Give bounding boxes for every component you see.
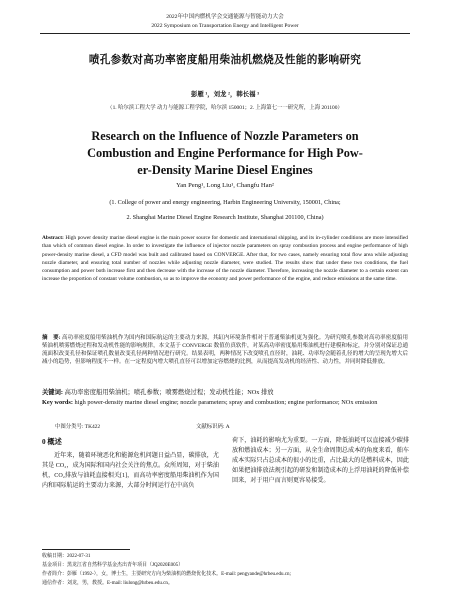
en-keywords: [42, 399, 408, 407]
footnote-received: 收稿日期：2022-07-31: [42, 554, 91, 559]
cn-keywords-text: 高功率密度船用柴油机；喷孔参数；喷雾燃烧过程；发动机性能；NOx 排放: [64, 389, 274, 396]
en-authors: Yan Peng¹, Long Liu¹, Changfu Han²: [176, 182, 274, 189]
abstract-text: High power density marine diesel engine is the main power source for domestic and international shipping, and its in-cylinder conditions are more intensified than which of common diesel engine. In order to investigate the influence of injector nozzle parameters on spray combustion process and engine performance of high power-density marine diesel, a CFD model was built and calibrated based on CONVERGE. After that, for two cases, namely ensuring total flow area while adjusting nozzle diameter, and ensuring total number of nozzles while adjusting nozzle diameter, were studied. The results show that under these two conditions, the fuel consumption and power both increase first and then decrease with the increase of the nozzle diameter. Therefore, increasing the nozzle diameter to a certain extent can increase the proportion of constant volume combustion, so as to improve the economy and power performance of the engine, and reduce emissions at the same time.: [42, 235, 408, 283]
en-keywords-label: Key words:: [42, 399, 73, 406]
en-affiliation-1: (1. College of power and energy engineering, Harbin Engineering University, 150001, China;: [109, 199, 341, 206]
cn-abstract-label: 摘 要:: [42, 335, 61, 341]
footnote-rule: [42, 549, 130, 550]
en-affiliation-2: 2. Shanghai Marine Diesel Engine Research Institute, Shanghai 201100, China): [126, 214, 324, 221]
en-keywords-text: high power-density marine diesel engine; nozzle parameters; spray and combustion; engine performance; NOx emission: [74, 399, 378, 406]
conference-name-en: 2022 Symposium on Transportation Energy and Intelligent Power: [151, 23, 299, 29]
abstract: [42, 234, 408, 284]
cn-title: 喷孔参数对高功率密度船用柴油机燃烧及性能的影响研究: [88, 55, 362, 66]
cn-affiliation: （1. 哈尔滨工程大学 动力与能源工程学院，哈尔滨 150001；2. 上海第七一一研究所，上海 201100）: [107, 105, 343, 111]
footnote-corresponding: 通信作者：刘龙，男，教授。E-mail: liulong@hrbeu.edu.cn。: [42, 581, 173, 586]
cn-abstract-text: 高功率密度船用柴油机作为国内和国际航运的主要动力来源，其缸内环境条件相对于普通柴油机更为强化。为研究喷孔参数对高功率密度船用柴油机喷雾燃烧过程和发动机性能的影响规律，本文基于 CONVERGE 数值仿真软件，对某高功率密度船用柴油机进行建模和标定，并分别对保证总通流面积改变孔径和保证喷孔数量改变孔径两种情况进行研究。结果表明，两种情况下改变喷孔直径时，油耗、功率均会随着孔径的增大的呈现先增大后减小的趋势，但影响程度不一样。在一定程度内增大喷孔直径可以增加定容燃烧的比例，从而提高发动机的经济性、动力性，并同时降低排放。: [42, 335, 408, 365]
classification-number: 中图分类号: TK422: [55, 424, 101, 430]
header-rule: [40, 33, 410, 34]
intro-right-column: 荷下，油耗的影响尤为重要。一方面，降低油耗可以直接减少碳排放和燃油成本；另一方面，从全生命周期总成本的角度来看，舶车成本实际只占总成本的很小的比重，占比最大的是燃料成本，因此如果把油排放法规引起的研发和制造成本的上浮用油耗的降低补偿回来，对于用户而言则更容易接受。: [232, 438, 409, 485]
intro-left-column: 近年来，随着环境恶化和能源危机问题日益凸显，碳排放，尤其是 CO₂，成为国际和国内社会关注的焦点。众所周知，对于柴油机，CO₂排放与油耗直接相关[1]，而高功率密度船用柴油机作为国内和国际航运的主要动力来源，大部分时间运行在中高负: [42, 453, 219, 490]
cn-keywords-label: 关键词:: [42, 389, 63, 396]
document-code: 文献标识码: A: [196, 424, 230, 430]
en-title-line-3: er-Density Marine Diesel Engines: [137, 163, 313, 177]
en-title-line-2: Combustion and Engine Performance for High Pow-: [87, 146, 363, 160]
footnote-author: 作者简介：彭雁（1992-），女，博士生，主要研究方向为柴油机的燃烧优化技术。E-mail: pengyande@hrbeu.edu.cn;: [42, 572, 291, 577]
cn-authors: 彭雁 ¹，刘龙 ²，韩长福 ³: [190, 91, 260, 98]
cn-abstract: [42, 334, 408, 366]
section-heading-intro: 0 概述: [42, 438, 62, 446]
conference-name-cn: 2022年中国内燃机学会交通能源与智能动力大会: [166, 14, 284, 20]
cn-keywords: [42, 389, 408, 397]
abstract-label: Abstract:: [42, 235, 64, 241]
footnote-fund: 基金项目：黑龙江省自然科学基金杰出青年项目（JQ2020E005）: [42, 563, 184, 568]
en-title-line-1: Research on the Influence of Nozzle Parameters on: [91, 129, 359, 143]
